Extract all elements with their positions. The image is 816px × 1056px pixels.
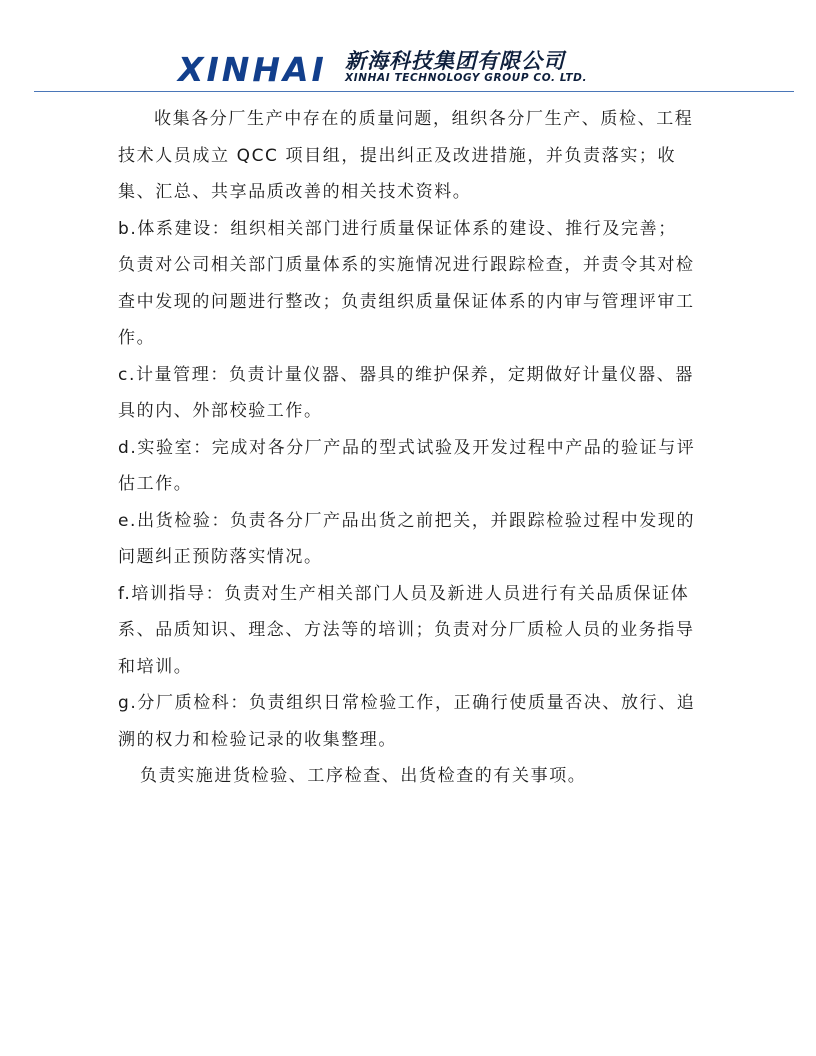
- company-logo-english-name: XINHAI TECHNOLOGY GROUP CO. LTD.: [345, 72, 588, 84]
- intro-paragraph: 收集各分厂生产中存在的质量问题，组织各分厂生产、质检、工程技术人员成立 QCC 项目组，提出纠正及改进措施，并负责落实；收集、汇总、共享品质改善的相关技术资料。: [118, 109, 694, 202]
- company-logo-chinese-name: 新海科技集团有限公司: [345, 49, 565, 73]
- item-c-metrology-management: c.计量管理：负责计量仪器、器具的维护保养，定期做好计量仪器、器具的内、外部校验工作。: [118, 364, 694, 421]
- document-body: [118, 101, 708, 795]
- header-divider: [34, 91, 794, 92]
- item-g-branch-qc-section: g.分厂质检科：负责组织日常检验工作，正确行使质量否决、放行、追溯的权力和检验记录的收集整理。: [118, 693, 696, 750]
- company-logo-latin: XINHAI: [178, 50, 327, 89]
- item-e-outgoing-inspection: e.出货检验：负责各分厂产品出货之前把关，并跟踪检验过程中发现的问题纠正预防落实情况。: [118, 510, 696, 567]
- item-f-training-guidance: f.培训指导：负责对生产相关部门人员及新进人员进行有关品质保证体系、品质知识、理念、方法等的培训；负责对分厂质检人员的业务指导和培训。: [118, 583, 695, 677]
- page-header: [0, 0, 816, 92]
- item-b-system-building: b.体系建设：组织相关部门进行质量保证体系的建设、推行及完善；: [118, 218, 677, 239]
- item-d-laboratory: d.实验室：完成对各分厂产品的型式试验及开发过程中产品的验证与评估工作。: [118, 437, 696, 494]
- item-b-tracking-inspection: 负责对公司相关部门质量体系的实施情况进行跟踪检查，并责令其对检查中发现的问题进行整改；负责组织质量保证体系的内审与管理评审工作。: [118, 255, 695, 348]
- closing-paragraph: 负责实施进货检验、工序检查、出货检查的有关事项。: [140, 766, 587, 786]
